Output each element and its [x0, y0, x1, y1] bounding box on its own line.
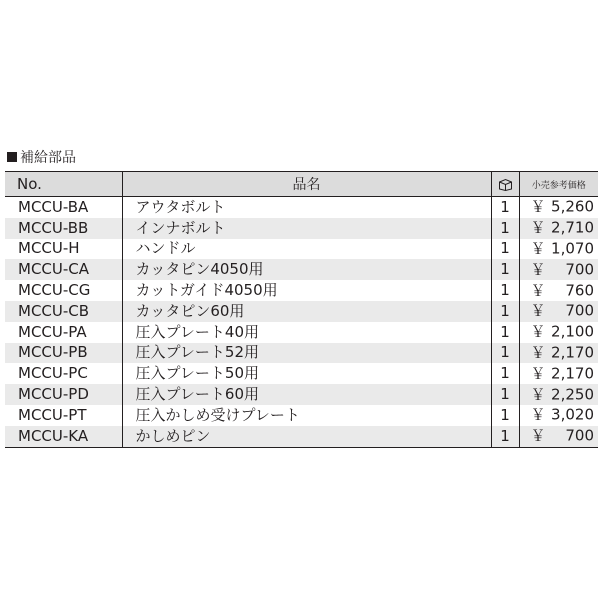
part-price	[519, 259, 598, 280]
box-icon	[498, 178, 513, 191]
part-qty: 1	[491, 280, 519, 301]
price-amount: 2,710	[551, 218, 594, 237]
header-price: 小売参考価格	[519, 172, 598, 197]
currency-symbol: ￥	[530, 426, 546, 445]
currency-symbol: ￥	[530, 405, 546, 424]
part-qty: 1	[491, 239, 519, 260]
part-qty: 1	[491, 384, 519, 405]
part-number: MCCU-PA	[18, 322, 87, 341]
part-number: MCCU-BA	[18, 197, 89, 216]
part-name: 圧入プレート50用	[122, 363, 491, 384]
part-name: カッタピン60用	[122, 301, 491, 322]
part-price	[519, 239, 598, 260]
table-row	[5, 405, 598, 426]
table-row	[5, 259, 598, 280]
part-number: MCCU-KA	[5, 426, 122, 447]
table-row	[5, 280, 598, 301]
price-amount: 2,170	[551, 364, 594, 383]
table-row	[5, 301, 598, 322]
header-qty	[491, 172, 519, 197]
currency-symbol: ￥	[530, 239, 546, 258]
part-qty: 1	[491, 197, 519, 218]
currency-symbol: ￥	[530, 260, 546, 279]
part-price	[519, 426, 598, 447]
table-row	[5, 218, 598, 239]
currency-symbol: ￥	[530, 385, 546, 404]
part-price	[519, 301, 598, 322]
part-number: MCCU-H	[18, 239, 80, 258]
price-amount: 700	[565, 426, 594, 445]
part-name: アウタボルト	[122, 197, 491, 218]
part-qty: 1	[491, 218, 519, 239]
part-name: 圧入プレート60用	[122, 384, 491, 405]
part-price	[519, 384, 598, 405]
part-number: MCCU-CG	[18, 281, 91, 300]
part-price	[519, 343, 598, 364]
table-row	[5, 363, 598, 384]
parts-table	[5, 171, 598, 448]
part-number: MCCU-CB	[5, 301, 122, 322]
price-amount: 700	[565, 301, 594, 320]
header-no: No.	[5, 172, 122, 197]
part-qty: 1	[491, 322, 519, 343]
part-qty: 1	[491, 363, 519, 384]
part-number: MCCU-BB	[5, 218, 122, 239]
part-number: MCCU-PB	[5, 343, 122, 364]
table-row	[5, 197, 598, 218]
section-bullet-icon	[7, 152, 17, 162]
part-name: カットガイド4050用	[122, 280, 491, 301]
price-amount: 2,100	[551, 322, 594, 341]
price-amount: 700	[565, 260, 594, 279]
part-name: 圧入かしめ受けプレート	[122, 405, 491, 426]
part-number: MCCU-CA	[5, 259, 122, 280]
part-number: MCCU-PC	[18, 364, 88, 383]
part-name: インナボルト	[122, 218, 491, 239]
section-title	[7, 147, 76, 167]
price-amount: 3,020	[551, 405, 594, 424]
part-price	[519, 405, 598, 426]
part-name: ハンドル	[122, 239, 491, 260]
part-name: 圧入プレート40用	[122, 322, 491, 343]
currency-symbol: ￥	[530, 322, 546, 341]
part-number: MCCU-PT	[18, 405, 87, 424]
currency-symbol: ￥	[530, 364, 546, 383]
price-amount: 1,070	[551, 239, 594, 258]
table-header-row	[5, 172, 598, 197]
price-amount: 5,260	[551, 197, 594, 216]
table-row	[5, 239, 598, 260]
table-row	[5, 322, 598, 343]
part-price	[519, 363, 598, 384]
part-name: 圧入プレート52用	[122, 343, 491, 364]
currency-symbol: ￥	[530, 218, 546, 237]
part-price	[519, 197, 598, 218]
part-price	[519, 322, 598, 343]
currency-symbol: ￥	[530, 301, 546, 320]
price-amount: 2,170	[551, 343, 594, 362]
currency-symbol: ￥	[530, 197, 546, 216]
part-qty: 1	[491, 301, 519, 322]
part-price	[519, 280, 598, 301]
table-row	[5, 426, 598, 447]
price-amount: 2,250	[551, 385, 594, 404]
table-row	[5, 343, 598, 364]
currency-symbol: ￥	[530, 281, 546, 300]
price-amount: 760	[565, 281, 594, 300]
part-number: MCCU-PD	[5, 384, 122, 405]
section-title-label: 補給部品	[20, 150, 76, 166]
header-name: 品名	[122, 172, 491, 197]
part-qty: 1	[491, 343, 519, 364]
table-row	[5, 384, 598, 405]
part-qty: 1	[491, 259, 519, 280]
part-qty: 1	[491, 426, 519, 447]
part-name: かしめピン	[122, 426, 491, 447]
currency-symbol: ￥	[530, 343, 546, 362]
part-qty: 1	[491, 405, 519, 426]
part-name: カッタピン4050用	[122, 259, 491, 280]
part-price	[519, 218, 598, 239]
